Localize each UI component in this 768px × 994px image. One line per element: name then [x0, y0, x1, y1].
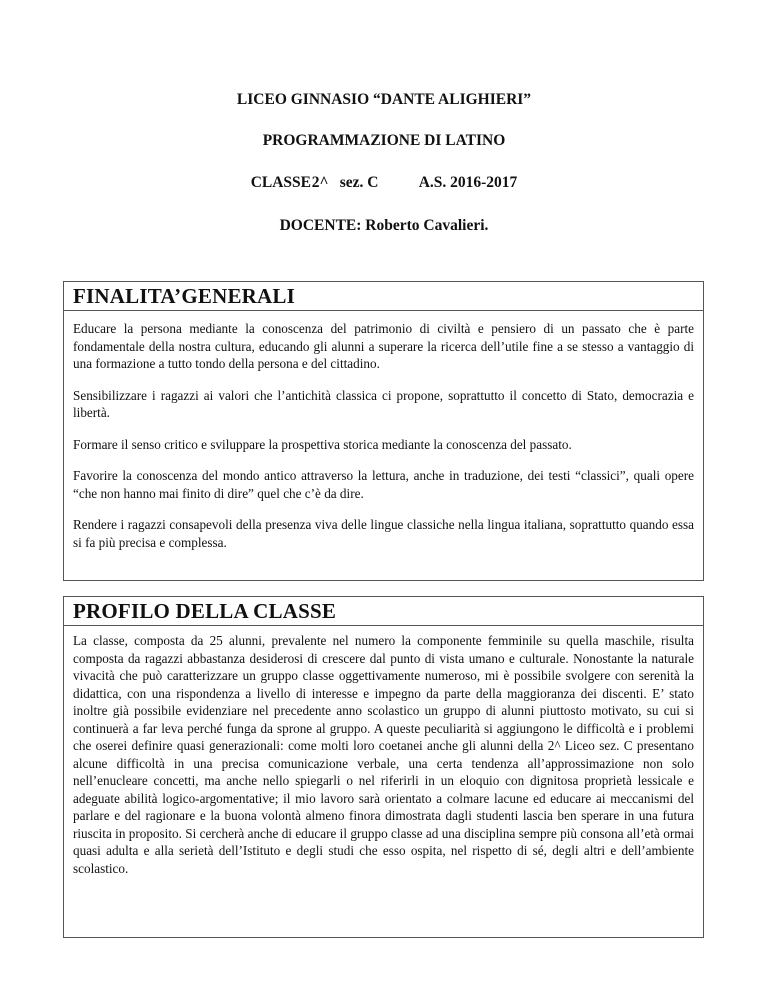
- profilo-body: [64, 626, 703, 877]
- profilo-section: [63, 596, 704, 938]
- finalita-paragraph: Educare la persona mediante la conoscenza del patrimonio di civiltà e pensiero di un passato che è parte fondamentale della nostra cultura, educando gli alunni a superare la ricerca dell’utile fine a se stesso a vantaggio di una formazione a tutto tondo della persona e del cittadino.: [73, 321, 694, 371]
- finalita-body: [64, 311, 703, 551]
- teacher-line: DOCENTE: Roberto Cavalieri.: [279, 217, 489, 234]
- class-section: sez. C: [339, 174, 379, 191]
- profilo-title: PROFILO DELLA CLASSE: [64, 597, 703, 626]
- finalita-section: [63, 281, 704, 581]
- finalita-paragraph: Formare il senso critico e sviluppare la prospettiva storica mediante la conoscenza del passato.: [73, 436, 572, 452]
- class-label: CLASSE: [250, 174, 311, 191]
- school-title: LICEO GINNASIO “DANTE ALIGHIERI”: [236, 91, 532, 108]
- school-year: A.S. 2016-2017: [418, 174, 518, 191]
- finalita-paragraph: Rendere i ragazzi consapevoli della presenza viva delle lingue classiche nella lingua italiana, soprattutto quando essa si fa più precisa e complessa.: [73, 517, 694, 550]
- class-number: 2^: [311, 174, 329, 191]
- finalita-title: FINALITA’GENERALI: [64, 282, 703, 311]
- finalita-paragraph: Sensibilizzare i ragazzi ai valori che l’antichità classica ci propone, soprattutto il concetto di Stato, democrazia e libertà.: [73, 387, 694, 420]
- program-title: PROGRAMMAZIONE DI LATINO: [262, 132, 506, 149]
- profilo-paragraph: La classe, composta da 25 alunni, prevalente nel numero la componente femminile su quella maschile, risulta composta da ragazzi abbastanza desiderosi di crescere dal punto di vista umano e culturale. Nonostante la naturale vivacità che può caratterizzare un gruppo classe oggettivamente numeroso, mi è possibile svolgere con serenità la didattica, con una rispondenza a livello di interesse e impegno da parte della maggioranza dei discenti. E’ stato inoltre già possibile evidenziare nel precedente anno scolastico un gruppo di alunni piuttosto motivato, su cui si continuerà a far leva perché funga da sprone al gruppo. A queste peculiarità si aggiungono le difficoltà e i problemi che oserei definire quasi generazionali: come molti loro coetanei anche gli alunni della 2^ Liceo sez. C presentano alcune difficoltà in una precisa comunicazione verbale, una certa tendenza all’approssimazione non solo nell’enucleare concetti, ma anche nello spiegarli o nel riferirli in un eloquio con dignitosa proprietà lessicale e adeguate abilità logico-argomentative; il mio lavoro sarà orientato a colmare lacune ed educare ai meccanismi del parlare e del ragionare e la buona volontà almeno finora dimostrata dagli studenti lascia ben sperare in una futura riuscita in proposito. Si cercherà anche di educare il gruppo classe ad una disciplina sempre più consona all’età ormai quasi adulta e alla serietà dell’Istituto e degli studi che esso ospita, nel rispetto di sé, degli altri e dell’ambiente scolastico.: [73, 633, 694, 876]
- finalita-paragraph: Favorire la conoscenza del mondo antico attraverso la lettura, anche in traduzione, dei testi “classici”, quali opere “che non hanno mai finito di dire” quel che c’è da dire.: [73, 468, 694, 501]
- class-line: [0, 174, 768, 192]
